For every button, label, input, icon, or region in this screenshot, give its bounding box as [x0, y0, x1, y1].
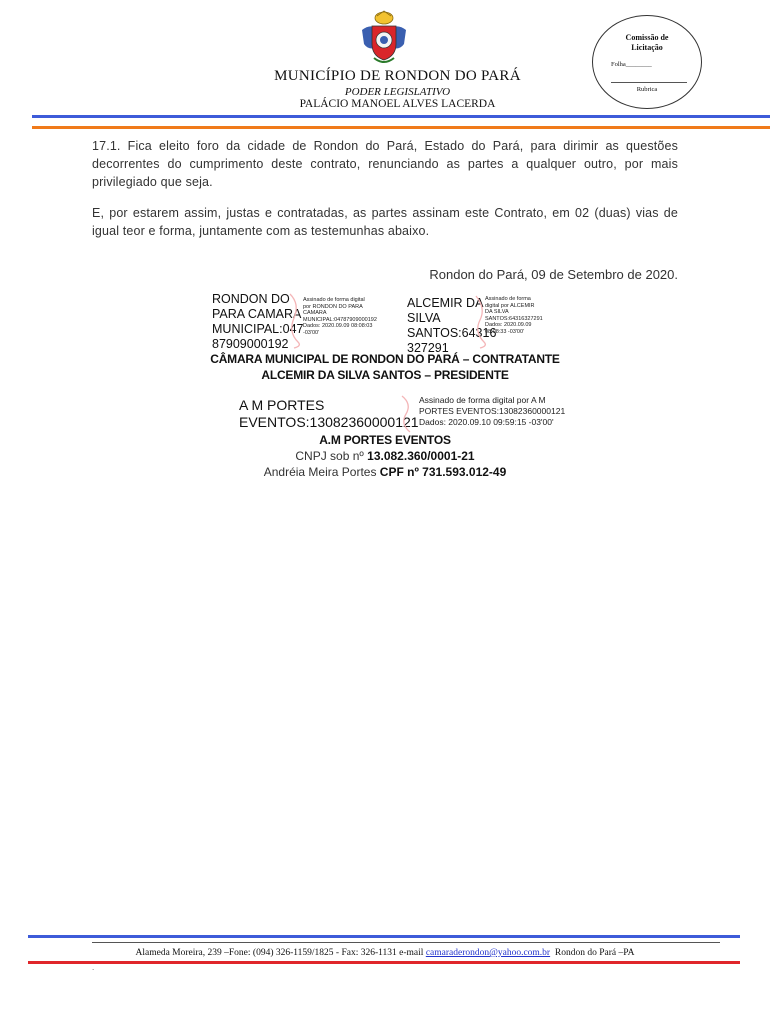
contratante-line: CÂMARA MUNICIPAL DE RONDON DO PARÁ – CONTRATANTE [210, 352, 560, 366]
stamp-rubrica: Rubrica [636, 86, 658, 93]
signature-3-detail-line: Dados: 2020.09.10 09:59:15 -03'00' [419, 417, 554, 427]
signature-1-details [303, 297, 377, 336]
header-orange-rule [32, 126, 770, 129]
cpf-value: CPF nº 731.593.012-49 [379, 465, 507, 479]
signature-3-name [239, 397, 419, 431]
header-blue-rule [32, 115, 770, 118]
signature-2-detail-line: SANTOS:64316327291 [485, 315, 543, 322]
signature-1-name-line: PARA CAMARA [212, 307, 302, 321]
signature-3-detail-line: PORTES EVENTOS:13082360000121 [419, 406, 566, 416]
date-line: Rondon do Pará, 09 de Setembro de 2020. [429, 267, 678, 282]
signature-1-name-line: MUNICIPAL:047 [212, 322, 304, 336]
representative-line [170, 465, 600, 479]
signature-1-detail-line: MUNICIPAL:04787909000192 [303, 316, 377, 323]
footer-blue-rule [28, 935, 740, 938]
signature-2-name-line: 327291 [407, 341, 449, 355]
municipality-title: MUNICÍPIO DE RONDON DO PARÁ [274, 68, 521, 84]
stamp-title-line2: Licitação [631, 43, 663, 52]
commission-stamp [592, 15, 702, 109]
signature-1-name-line: 87909000192 [212, 337, 289, 351]
signature-1-detail-line: CAMARA [303, 310, 327, 316]
signature-1-name-line: RONDON DO [212, 292, 290, 306]
stamp-folha: Folha________ [611, 61, 652, 68]
footer-address [0, 948, 770, 958]
footer-red-rule [28, 961, 740, 964]
cnpj-label: CNPJ sob nº [295, 449, 364, 463]
signature-2-detail-line: Dados: 2020.09.09 [485, 322, 532, 328]
signature-1-detail-line: -03'00' [303, 329, 320, 336]
cnpj-value: 13.082.360/0001-21 [367, 449, 475, 463]
signature-2-name-line: SANTOS:64316 [407, 326, 497, 340]
signature-2-name-line: ALCEMIR DA [407, 296, 484, 310]
signature-3-mark [394, 392, 420, 436]
footer-email-link[interactable]: camaraderondon@yahoo.com.br [425, 948, 551, 958]
signature-3-name-line: EVENTOS:13082360000121 [239, 414, 419, 430]
signature-1-detail-line: por RONDON DO PARA [303, 303, 363, 310]
signature-3-details [419, 395, 565, 428]
signature-2-detail-line: DA SILVA [485, 309, 509, 315]
signature-2-detail-line: 08:08:33 -03'00' [485, 328, 525, 335]
stamp-signature-line [611, 82, 687, 83]
signature-1-detail-line: Dados: 2020.09.09 08:08:03 [303, 323, 373, 329]
signature-2-details [485, 296, 543, 335]
signature-1-detail-line: Assinado de forma digital [303, 297, 365, 303]
footer-city: Rondon do Pará –PA [554, 948, 635, 958]
clause-paragraph: 17.1. Fica eleito foro da cidade de Rondon do Pará, Estado do Pará, para dirimir as questões decorrentes do cumprimento deste contrato, renunciando as partes a qualquer outro, por mais privilegiado que seja. [92, 139, 678, 189]
signature-2-name-line: SILVA [407, 311, 441, 325]
representative-name: Andréia Meira Portes [263, 465, 377, 479]
stamp-title-line1: Comissão de [625, 33, 669, 42]
coat-of-arms-logo [358, 10, 410, 66]
palace-subtitle: PALÁCIO MANOEL ALVES LACERDA [299, 98, 496, 110]
footer-dot: . [92, 963, 95, 972]
cnpj-line [170, 449, 600, 463]
footer-address-text: Alameda Moreira, 239 –Fone: (094) 326-1159/1825 - Fax: 326-1131 e-mail [135, 948, 424, 958]
signature-3-name-line: A M PORTES [239, 397, 325, 413]
president-line: ALCEMIR DA SILVA SANTOS – PRESIDENTE [261, 368, 509, 382]
footer-thin-rule [92, 942, 720, 943]
signature-2-detail-line: Assinado de forma [485, 296, 531, 302]
legislative-subtitle: PODER LEGISLATIVO [344, 86, 451, 98]
closing-paragraph: E, por estarem assim, justas e contratadas, as partes assinam este Contrato, em 02 (duas) vias de igual teor e forma, juntamente com as testemunhas abaixo. [92, 206, 678, 238]
signature-2-detail-line: digital por ALCEMIR [485, 302, 535, 309]
signature-3-detail-line: Assinado de forma digital por A M [419, 395, 546, 405]
company-name: A.M PORTES EVENTOS [319, 433, 451, 447]
